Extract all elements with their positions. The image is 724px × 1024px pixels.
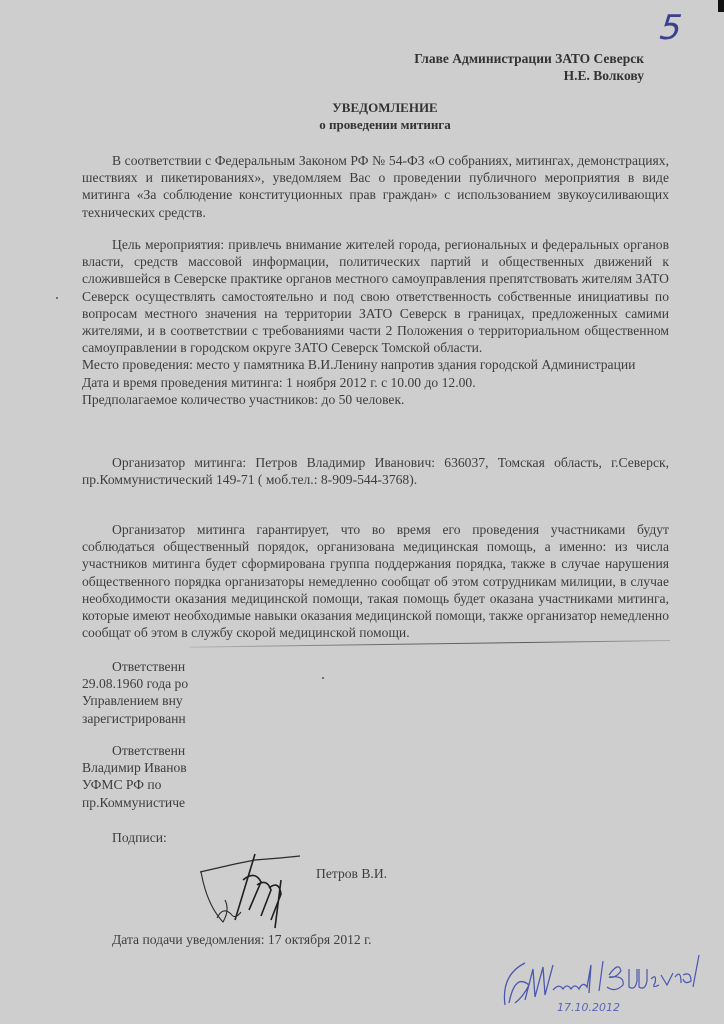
truncated-line: пр.Коммунистиче bbox=[82, 794, 186, 810]
document-title bbox=[0, 99, 724, 133]
purpose-text: Цель мероприятия: привлечь внимание жителей города, региональных и федеральных органов власти, средств массовой информации, политических партий и общественных движений к сложившейся в Северске практике органов местного самоуправления препятствовать жителям ЗАТО Северск осуществлять самостоятельно и под свою ответственность собственные инициативы по вопросам местного значения на территории ЗАТО Северск в границах, предложенных самими жителями, и в соответствии с требованиями части 2 Положения о территориальном общественном самоуправлении в городском округе ЗАТО Северск Томской области. bbox=[82, 237, 669, 356]
signatures-label: Подписи: bbox=[112, 830, 167, 845]
reception-signature bbox=[495, 945, 715, 1015]
truncated-line: зарегистрированн bbox=[82, 710, 186, 726]
participants-text: Предполагаемое количество участников: до 50 человек. bbox=[82, 391, 405, 407]
title-main: УВЕДОМЛЕНИЕ bbox=[332, 100, 438, 115]
datetime-text: Дата и время проведения митинга: 1 ноября 2012 г. с 10.00 до 12.00. bbox=[82, 374, 476, 390]
truncated-line: Ответственн bbox=[112, 743, 186, 758]
redacted-block-responsible-1 bbox=[82, 658, 193, 727]
truncated-line: Владимир Иванов bbox=[82, 760, 187, 776]
addressee-line-1: Главе Администрации ЗАТО Северск bbox=[414, 51, 644, 66]
organizer-text: Организатор митинга: Петров Владимир Иванович: 636037, Томская область, г.Северск, пр.Коммунистический 149-71 ( моб.тел.: 8-909-544-3768). bbox=[82, 455, 669, 488]
scan-corner-mark bbox=[718, 0, 724, 12]
redacted-block-responsible-2 bbox=[82, 742, 193, 811]
truncated-line: УФМС РФ по bbox=[82, 777, 162, 793]
signer-name: Петров В.И. bbox=[316, 866, 388, 881]
truncated-line: Управлением вну bbox=[82, 693, 183, 709]
guarantee-paragraph bbox=[82, 521, 669, 641]
scan-speck bbox=[56, 297, 58, 299]
organizer-signature bbox=[195, 850, 305, 930]
intro-text: В соответствии с Федеральным Законом РФ № 54-ФЗ «О собраниях, митингах, демонстрациях, шествиях и пикетированиях», уведомляем Вас о проведении публичного мероприятия в виде митинга «За соблюдение конституционных прав граждан» с использованием звукоусиливающих технических средств. bbox=[82, 153, 669, 220]
organizer-paragraph bbox=[82, 454, 669, 488]
scan-speck bbox=[322, 677, 324, 679]
details-section bbox=[82, 236, 669, 408]
guarantee-text: Организатор митинга гарантирует, что во время его проведения участниками будут соблюдаться общественный порядок, организована медицинская помощь, а именно: из числа участников митинга будет сформирована группа поддержания порядка, также в случае нарушения общественного порядка организаторы немедленно сообщат об этом сотрудникам милиции, в случае необходимости оказания медицинской помощи, такая помощь будет оказана участниками митинга, которые имеют необходимые навыки оказания медицинской помощи, также организатор немедленно сообщат об этом в службу скорой медицинской помощи. bbox=[82, 522, 669, 641]
signature-stroke bbox=[201, 872, 227, 922]
addressee-block bbox=[414, 50, 644, 84]
intro-paragraph bbox=[82, 152, 669, 221]
signature-stroke bbox=[504, 963, 591, 1005]
title-sub: о проведении митинга bbox=[319, 117, 451, 132]
handwritten-page-number: 5 bbox=[657, 8, 684, 48]
truncated-line: Ответственн bbox=[112, 659, 186, 674]
reception-date: 17.10.2012 bbox=[557, 1001, 620, 1014]
truncated-line: 29.08.1960 года ро bbox=[82, 676, 189, 692]
signature-stroke bbox=[599, 955, 699, 991]
submission-date: Дата подачи уведомления: 17 октября 2012 г. bbox=[112, 932, 372, 947]
place-text: Место проведения: место у памятника В.И.Ленину напротив здания городской Администрации bbox=[82, 357, 636, 373]
signature-stroke bbox=[235, 854, 281, 928]
addressee-line-2: Н.Е. Волкову bbox=[563, 68, 644, 83]
